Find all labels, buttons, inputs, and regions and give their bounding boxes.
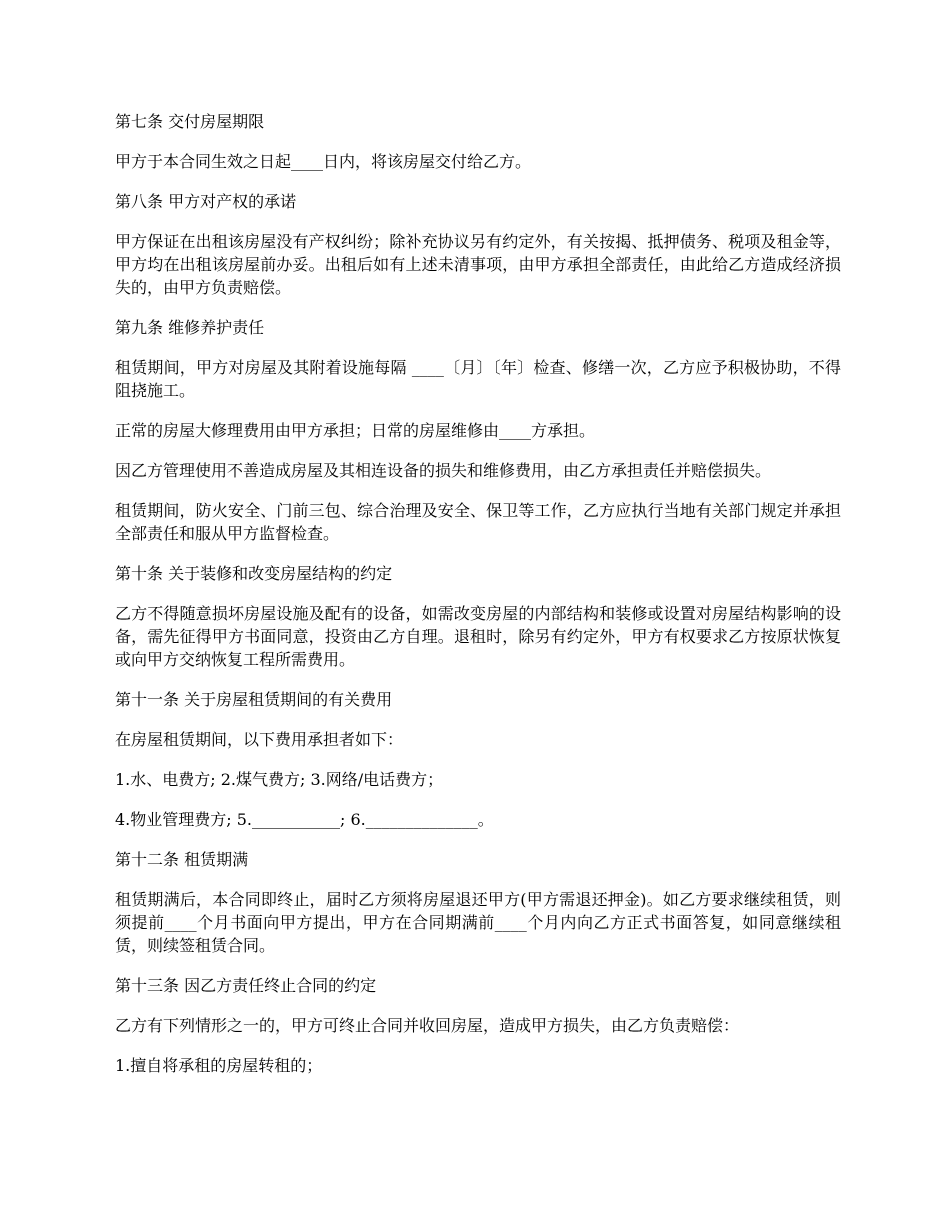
heading-article-7: 第七条 交付房屋期限 bbox=[115, 112, 265, 131]
heading-article-13: 第十三条 因乙方责任终止合同的约定 bbox=[115, 976, 377, 995]
paragraph-delivery-term: 甲方于本合同生效之日起____日内，将该房屋交付给乙方。 bbox=[115, 152, 532, 171]
list-termination-1: 1.擅自将承租的房屋转租的； bbox=[115, 1056, 323, 1075]
heading-article-8: 第八条 甲方对产权的承诺 bbox=[115, 192, 297, 211]
heading-article-10: 第十条 关于装修和改变房屋结构的约定 bbox=[115, 564, 393, 583]
document-page bbox=[115, 110, 841, 1094]
list-fees-1-3: 1.水、电费方; 2.煤气费方; 3.网络/电话费方； bbox=[115, 770, 444, 789]
paragraph-repair-costs: 正常的房屋大修理费用由甲方承担；日常的房屋维修由____方承担。 bbox=[115, 421, 596, 440]
paragraph-fees-intro: 在房屋租赁期间，以下费用承担者如下： bbox=[115, 730, 404, 749]
paragraph-termination-intro: 乙方有下列情形之一的，甲方可终止合同并收回房屋，造成甲方损失，由乙方负责赔偿： bbox=[115, 1016, 740, 1035]
heading-article-9: 第九条 维修养护责任 bbox=[115, 318, 265, 337]
paragraph-renovation-rules: 乙方不得随意损坏房屋设施及配有的设备，如需改变房屋的内部结构和装修或设置对房屋结构影响的设备，需先征得甲方书面同意，投资由乙方自理。退租时，除另有约定外，甲方有权要求乙方按原状恢复或向甲方交纳恢复工程所需费用。 bbox=[115, 604, 841, 669]
paragraph-tenant-damage: 因乙方管理使用不善造成房屋及其相连设备的损失和维修费用，由乙方承担责任并赔偿损失。 bbox=[115, 461, 772, 480]
heading-article-11: 第十一条 关于房屋租赁期间的有关费用 bbox=[115, 690, 393, 709]
paragraph-safety-duties: 租赁期间，防火安全、门前三包、综合治理及安全、保卫等工作，乙方应执行当地有关部门规定并承担全部责任和服从甲方监督检查。 bbox=[115, 501, 841, 543]
paragraph-inspection-interval: 租赁期间，甲方对房屋及其附着设施每隔 ____〔月〕〔年〕检查、修缮一次，乙方应予积极协助，不得阻挠施工。 bbox=[115, 358, 841, 400]
paragraph-ownership-promise: 甲方保证在出租该房屋没有产权纠纷；除补充协议另有约定外，有关按揭、抵押债务、税项及租金等，甲方均在出租该房屋前办妥。出租后如有上述未清事项，由甲方承担全部责任，由此给乙方造成经济损失的，由甲方负责赔偿。 bbox=[115, 232, 841, 297]
list-fees-4-6: 4.物业管理费方; 5.___________; 6.______________。 bbox=[115, 810, 494, 829]
paragraph-lease-expiry: 租赁期满后，本合同即终止，届时乙方须将房屋退还甲方(甲方需退还押金)。如乙方要求继续租赁，则须提前____个月书面向甲方提出，甲方在合同期满前____个月内向乙方正式书面答复，如同意继续租赁，则续签租赁合同。 bbox=[115, 890, 841, 955]
heading-article-12: 第十二条 租赁期满 bbox=[115, 850, 249, 869]
